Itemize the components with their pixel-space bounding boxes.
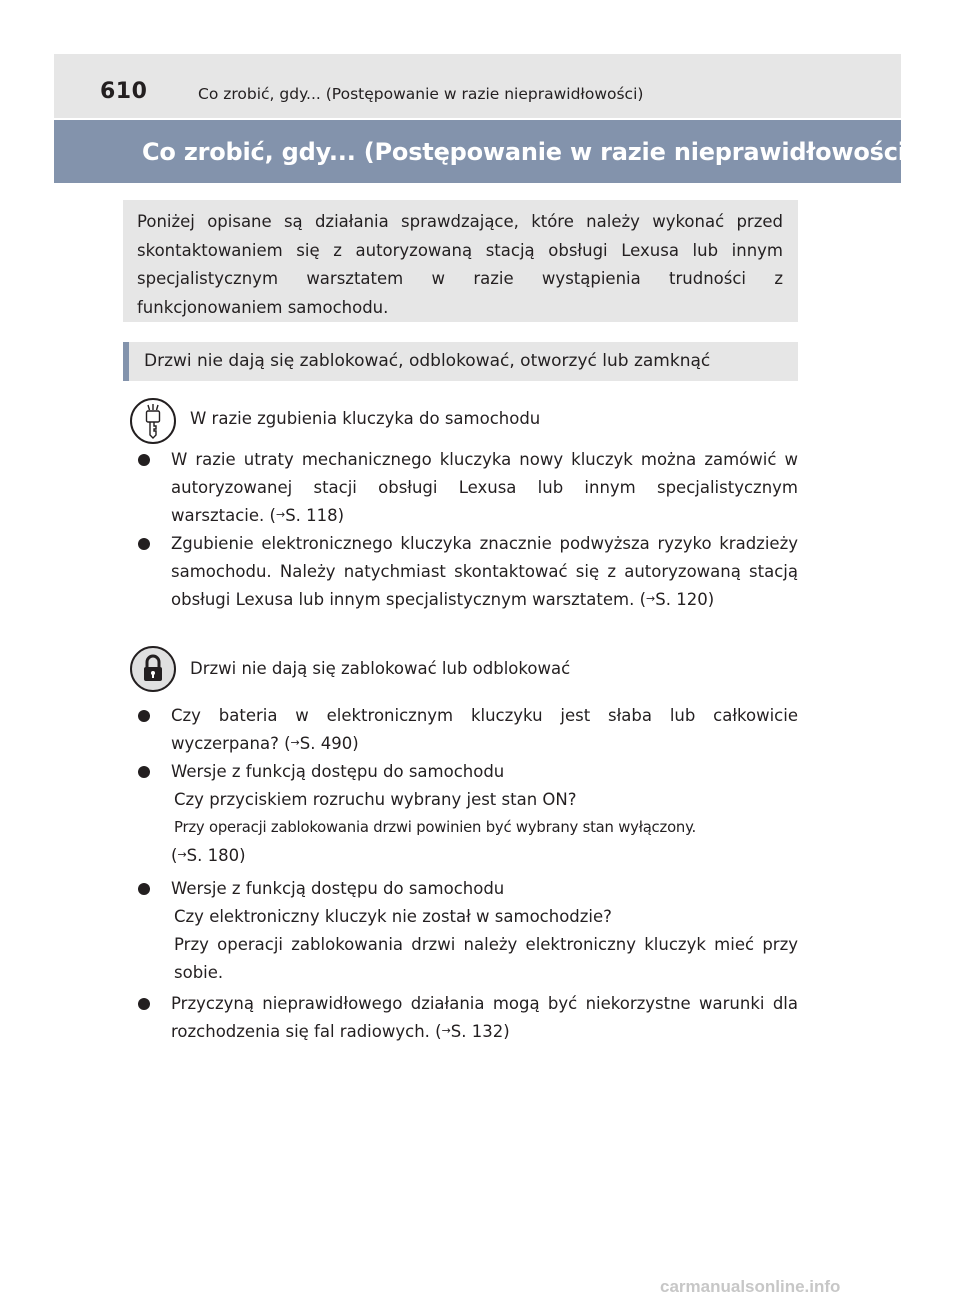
bullet-dot	[138, 998, 150, 1010]
bullet-dot	[138, 538, 150, 550]
list-item: Wersje z funkcją dostępu do samochodu Czy przyciskiem rozruchu wybrany jest stan ON? Przy operacji zablokowania drzwi powinien być wybrany stan wyłączony. (→S. 180)	[138, 758, 798, 872]
bullet-dot	[138, 883, 150, 895]
lock-icon	[130, 646, 176, 692]
list-item: Zgubienie elektronicznego kluczyka znacznie podwyższa ryzyko kradzieży samochodu. Należy natychmiast skontaktować się z autoryzowaną stacją obsługi Lexusa lub innym specjalistycznym warsztatem. (→S. 120)	[138, 530, 798, 616]
arrow-icon: →	[441, 1024, 451, 1037]
arrow-icon: →	[646, 592, 656, 605]
subsection-heading-key: W razie zgubienia kluczyka do samochodu	[190, 409, 541, 428]
page-reference: S. 120)	[655, 590, 715, 609]
bullet-dot	[138, 454, 150, 466]
arrow-icon: →	[275, 508, 286, 521]
title-bar	[54, 120, 917, 183]
page-reference: S. 132)	[450, 1022, 510, 1041]
list-item: W razie utraty mechanicznego kluczyka nowy kluczyk można zamówić w autoryzowanej stacji obsługi Lexusa lub innym specjalistycznym warsztacie. (→S. 118)	[138, 446, 798, 532]
bullet-dot	[138, 710, 150, 722]
list-item: Czy bateria w elektronicznym kluczyku jest słaba lub całkowicie wyczerpana? (→S. 490)	[138, 702, 798, 760]
key-icon	[130, 398, 176, 444]
subsection-heading-lock: Drzwi nie dają się zablokować lub odblokować	[190, 659, 571, 678]
page-reference: S. 118)	[285, 506, 345, 525]
arrow-icon: →	[290, 736, 300, 749]
running-head: Co zrobić, gdy... (Postępowanie w razie nieprawidłowości)	[198, 85, 644, 103]
intro-box	[123, 200, 798, 322]
bullet-dot	[138, 766, 150, 778]
arrow-icon: →	[177, 848, 187, 861]
list-item: Przyczyną nieprawidłowego działania mogą być niekorzystne warunki dla rozchodzenia się fal radiowych. (→S. 132)	[138, 990, 798, 1048]
list-item: Wersje z funkcją dostępu do samochodu Czy elektroniczny kluczyk nie został w samochodzie? Przy operacji zablokowania drzwi należy elektroniczny kluczyk mieć przy sobie.	[138, 875, 798, 987]
page-title: Co zrobić, gdy... (Postępowanie w razie nieprawidłowości)	[142, 138, 917, 166]
section-heading-text: Drzwi nie dają się zablokować, odblokować, otworzyć lub zamknąć	[144, 351, 711, 371]
page-number: 610	[100, 79, 148, 104]
intro-text: Poniżej opisane są działania sprawdzające, które należy wykonać przed skontaktowaniem się z autoryzowaną stacją obsługi Lexusa lub innym specjalistycznym warsztatem w razie wystąpienia trudności z funkcjonowaniem samochodu.	[137, 212, 783, 317]
watermark: carmanualsonline.info	[660, 1277, 841, 1296]
page-reference: S. 490)	[299, 734, 359, 753]
section-heading	[123, 342, 798, 381]
page-reference: S. 180)	[186, 846, 246, 865]
